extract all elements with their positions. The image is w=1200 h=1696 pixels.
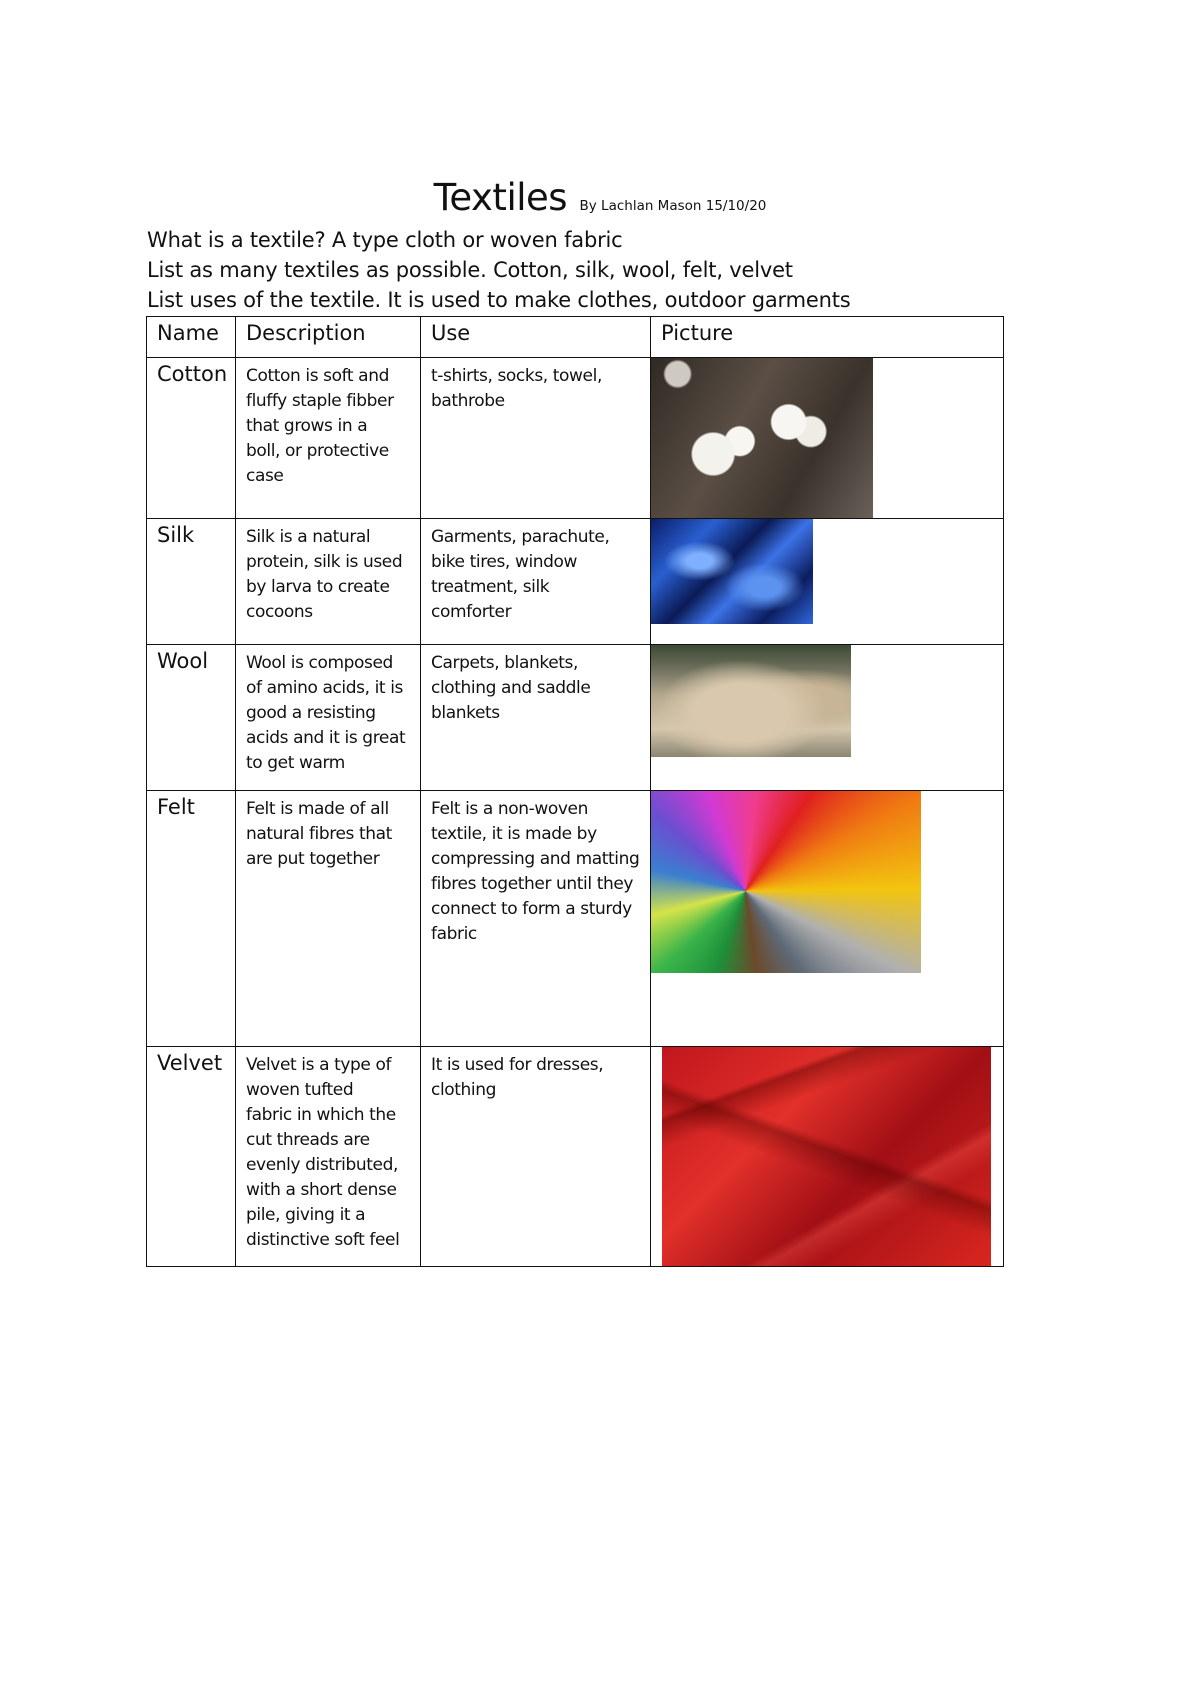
cell-use [421, 1047, 651, 1267]
use-line: Garments, parachute, [431, 527, 610, 547]
use-line: fabric [431, 924, 477, 944]
cell-name: Velvet [147, 1047, 236, 1267]
question-list-textiles: List as many textiles as possible. Cotton, silk, wool, felt, velvet [147, 258, 793, 282]
description-line: cut threads are [246, 1130, 370, 1150]
description-line: are put together [246, 849, 380, 869]
description-line: distinctive soft feel [246, 1230, 400, 1250]
cell-description [236, 519, 421, 645]
cell-description [236, 791, 421, 1047]
cell-picture [651, 791, 1004, 1047]
use-line: comforter [431, 602, 512, 622]
cell-name: Silk [147, 519, 236, 645]
cell-name: Felt [147, 791, 236, 1047]
wool-photo [651, 645, 851, 757]
document-title: Textiles [433, 176, 568, 219]
use-line: It is used for dresses, [431, 1055, 604, 1075]
description-line: Silk is a natural [246, 527, 371, 547]
question-list-uses: List uses of the textile. It is used to make clothes, outdoor garments [147, 288, 851, 312]
description-line: protein, silk is used [246, 552, 403, 572]
cell-description [236, 358, 421, 519]
use-line: compressing and matting [431, 849, 640, 869]
table-header-row [147, 317, 1004, 358]
description-line: to get warm [246, 753, 345, 773]
cell-use [421, 645, 651, 791]
description-line: boll, or protective [246, 441, 389, 461]
cell-picture [651, 519, 1004, 645]
use-line: bathrobe [431, 391, 505, 411]
table-row-cotton [147, 358, 1004, 519]
description-line: evenly distributed, [246, 1155, 398, 1175]
description-line: fluffy staple fibber [246, 391, 394, 411]
description-line: Velvet is a type of [246, 1055, 392, 1075]
table-row-velvet [147, 1047, 1004, 1267]
use-line: blankets [431, 703, 500, 723]
title-row [0, 176, 1200, 219]
use-line: Felt is a non-woven [431, 799, 588, 819]
silk-photo [651, 519, 813, 624]
description-line: fabric in which the [246, 1105, 396, 1125]
question-what-is-textile: What is a textile? A type cloth or woven fabric [147, 228, 623, 252]
cell-name: Cotton [147, 358, 236, 519]
textiles-table [146, 316, 1004, 1267]
table-row-silk [147, 519, 1004, 645]
description-line: that grows in a [246, 416, 368, 436]
use-line: textile, it is made by [431, 824, 597, 844]
header-picture: Picture [651, 317, 1004, 358]
cell-description [236, 1047, 421, 1267]
header-name: Name [147, 317, 236, 358]
description-line: of amino acids, it is [246, 678, 403, 698]
header-use: Use [421, 317, 651, 358]
byline: By Lachlan Mason 15/10/20 [579, 198, 767, 214]
description-line: Cotton is soft and [246, 366, 389, 386]
felt-photo [651, 791, 921, 973]
use-line: bike tires, window [431, 552, 578, 572]
description-line: case [246, 466, 284, 486]
description-line: good a resisting [246, 703, 376, 723]
cotton-photo [651, 358, 873, 518]
table-row-wool [147, 645, 1004, 791]
use-line: Carpets, blankets, [431, 653, 578, 673]
description-line: cocoons [246, 602, 313, 622]
cell-picture [651, 358, 1004, 519]
velvet-photo [662, 1047, 991, 1266]
description-line: with a short dense [246, 1180, 397, 1200]
use-line: treatment, silk [431, 577, 550, 597]
use-line: clothing [431, 1080, 496, 1100]
description-line: acids and it is great [246, 728, 406, 748]
description-line: woven tufted [246, 1080, 354, 1100]
description-line: by larva to create [246, 577, 390, 597]
use-line: t-shirts, socks, towel, [431, 366, 602, 386]
use-line: fibres together until they [431, 874, 634, 894]
use-line: connect to form a sturdy [431, 899, 632, 919]
description-line: Felt is made of all [246, 799, 389, 819]
cell-use [421, 791, 651, 1047]
cell-use [421, 358, 651, 519]
cell-picture [651, 1047, 1004, 1267]
description-line: natural fibres that [246, 824, 392, 844]
cell-use [421, 519, 651, 645]
cell-picture [651, 645, 1004, 791]
use-line: clothing and saddle [431, 678, 591, 698]
table-row-felt [147, 791, 1004, 1047]
description-line: pile, giving it a [246, 1205, 366, 1225]
description-line: Wool is composed [246, 653, 393, 673]
cell-name: Wool [147, 645, 236, 791]
cell-description [236, 645, 421, 791]
header-description: Description [236, 317, 421, 358]
